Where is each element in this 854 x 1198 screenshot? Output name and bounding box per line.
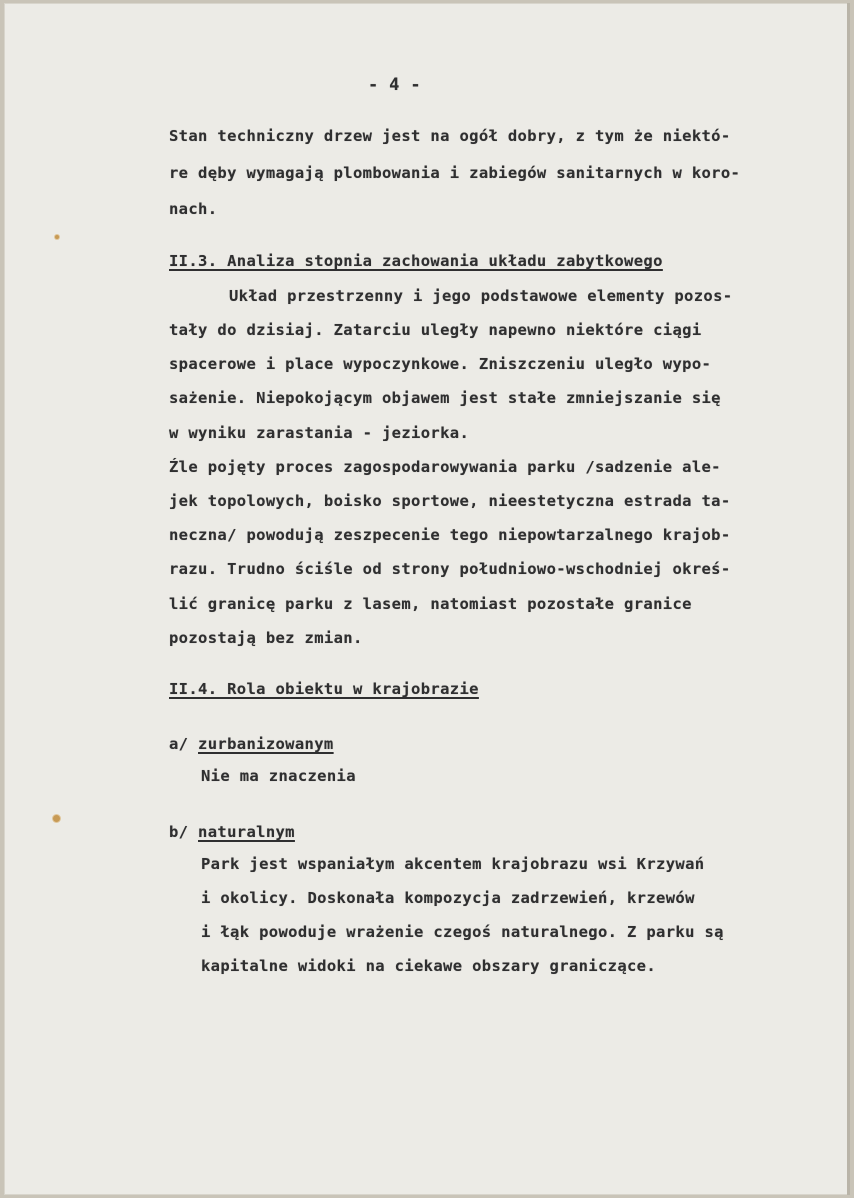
list-item-label bbox=[169, 822, 295, 842]
text-line: i łąk powoduje wrażenie czegoś naturalnego. Z parku są bbox=[201, 923, 724, 941]
text-line: spacerowe i place wypoczynkowe. Zniszczeniu uległo wypo- bbox=[169, 355, 712, 373]
text-line: sażenie. Niepokojącym objawem jest stałe zmniejszanie się bbox=[169, 389, 721, 407]
text-line: i okolicy. Doskonała kompozycja zadrzewień, krzewów bbox=[201, 889, 695, 907]
section-heading: II.4. Rola obiektu w krajobrazie bbox=[169, 680, 479, 698]
text-line: re dęby wymagają plombowania i zabiegów sanitarnych w koro- bbox=[169, 164, 741, 182]
page-number: - 4 - bbox=[368, 75, 421, 95]
text-line: tały do dzisiaj. Zatarciu uległy napewno niektóre ciągi bbox=[169, 321, 702, 339]
list-item-marker: b/ bbox=[169, 823, 199, 841]
list-item-label bbox=[169, 734, 334, 754]
list-item-heading: zurbanizowanym bbox=[198, 735, 334, 753]
text-line: Źle pojęty proces zagospodarowywania parku /sadzenie ale- bbox=[169, 458, 721, 476]
text-line: kapitalne widoki na ciekawe obszary graniczące. bbox=[201, 957, 657, 975]
text-line: Nie ma znaczenia bbox=[201, 767, 356, 785]
text-line: w wyniku zarastania - jeziorka. bbox=[169, 424, 470, 442]
text-line: Układ przestrzenny i jego podstawowe elementy pozos- bbox=[229, 287, 733, 305]
punch-hole bbox=[53, 815, 60, 822]
text-line: Park jest wspaniałym akcentem krajobrazu wsi Krzywań bbox=[201, 855, 705, 873]
text-line: Stan techniczny drzew jest na ogół dobry, z tym że niektó- bbox=[169, 127, 731, 145]
punch-hole bbox=[55, 235, 59, 239]
document-page bbox=[4, 3, 850, 1195]
text-line: lić granicę parku z lasem, natomiast pozostałe granice bbox=[169, 595, 692, 613]
text-line: jek topolowych, boisko sportowe, nieestetyczna estrada ta- bbox=[169, 492, 731, 510]
list-item-heading: naturalnym bbox=[198, 823, 295, 841]
list-item-marker: a/ bbox=[169, 735, 199, 753]
text-line: razu. Trudno ściśle od strony południowo-wschodniej okreś- bbox=[169, 560, 731, 578]
section-heading: II.3. Analiza stopnia zachowania układu zabytkowego bbox=[169, 252, 663, 270]
text-line: neczna/ powodują zeszpecenie tego niepowtarzalnego krajob- bbox=[169, 526, 731, 544]
text-line: pozostają bez zmian. bbox=[169, 629, 363, 647]
text-line: nach. bbox=[169, 200, 218, 218]
